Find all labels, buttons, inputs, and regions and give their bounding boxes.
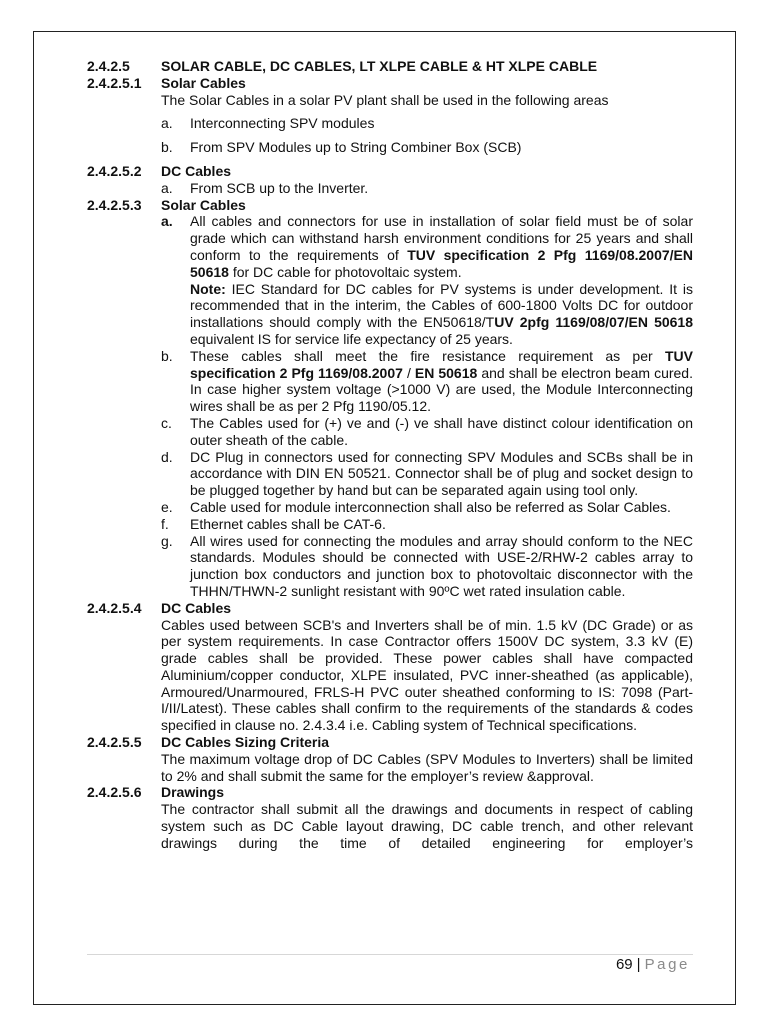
subsection-heading-solar-cables — [87, 75, 693, 92]
document-body — [87, 58, 693, 852]
text-run: All cables and connectors for use in installation of solar field must be of solar grade which can withstand harsh environment conditions for 25 years and shall conform to the requirements of — [190, 213, 693, 263]
subsection-heading-sizing-criteria — [87, 734, 693, 751]
list-text: From SPV Modules up to String Combiner Box (SCB) — [190, 139, 522, 156]
subsection-heading-dc-cables-2 — [87, 600, 693, 617]
subsection-number: 2.4.2.5.3 — [87, 196, 142, 213]
bold-text: EN 50618 — [414, 364, 478, 381]
list-label: c. — [161, 414, 172, 431]
subsection-title: DC Cables — [161, 599, 232, 616]
subsection-number: 2.4.2.5.4 — [87, 599, 142, 616]
subsection-number: 2.4.2.5.2 — [87, 162, 142, 179]
subsection-number: 2.4.2.5.5 — [87, 734, 142, 751]
list-label: b. — [161, 139, 173, 156]
paragraph: The maximum voltage drop of DC Cables (SPV Modules to Inverters) shall be limited to 2% and shall submit the same for the employer’s review &approval. — [161, 750, 693, 784]
list-label: e. — [161, 498, 173, 515]
list-item — [161, 533, 693, 600]
bold-text: UV 2pfg 1169/08/07/EN 50618 — [494, 314, 693, 331]
list-label: d. — [161, 448, 173, 465]
list-item — [161, 449, 693, 499]
list-label: f. — [161, 515, 169, 532]
footer-divider — [87, 954, 693, 955]
list-text — [190, 348, 693, 415]
subsection-title: DC Cables — [161, 162, 232, 179]
list-label: a. — [161, 179, 173, 196]
subsection-heading-dc-cables — [87, 163, 693, 180]
list-text — [190, 213, 693, 347]
subsection-title: DC Cables Sizing Criteria — [161, 734, 330, 751]
list-label: a. — [161, 115, 173, 132]
list-item — [161, 180, 693, 197]
subsection-heading-drawings — [87, 784, 693, 801]
list-label: b. — [161, 347, 173, 364]
subsection-title: Solar Cables — [161, 196, 246, 213]
list-item — [161, 139, 693, 156]
paragraph: The Solar Cables in a solar PV plant shall be used in the following areas — [161, 91, 609, 108]
paragraph: The contractor shall submit all the drawings and documents in respect of cabling system such as DC Cable layout drawing, DC cable trench, and other relevant drawings during the time of detailed engineering for employer’s — [161, 801, 693, 851]
list-item — [161, 516, 693, 533]
list-item — [161, 115, 693, 132]
list-text: From SCB up to the Inverter. — [190, 179, 369, 196]
page-number: 69 — [615, 956, 633, 973]
text-run: and shall be electron beam cured. In case higher system voltage (>1000 V) are used, the Module Interconnecting wires shall be as per 2 Pfg 1190/05.12. — [190, 364, 693, 415]
bold-text: TUV specification 2 Pfg 1169/08.2007 — [190, 347, 693, 381]
text-run: These cables shall meet the fire resistance requirement as per — [190, 347, 665, 364]
text-run: IEC Standard for DC cables for PV systems is under development. It is recommended that in the interim, the Cables of 600-1800 Volts DC for outdoor installations should comply with the EN50618/T — [190, 280, 693, 331]
section-number: 2.4.2.5 — [87, 58, 130, 74]
text-run: for DC cable for photovoltaic system. — [228, 263, 462, 280]
page-word: Page — [644, 956, 690, 973]
list-label: g. — [161, 532, 173, 549]
subsection-heading-solar-cables-spec — [87, 197, 693, 214]
list-item — [161, 213, 693, 347]
list-text: Interconnecting SPV modules — [190, 115, 375, 132]
text-run: / — [402, 364, 415, 381]
text-run: equivalent IS for service life expectancy of 25 years. — [190, 330, 513, 347]
list-text: The Cables used for (+) ve and (-) ve shall have distinct colour identification on outer sheath of the cable. — [190, 414, 693, 448]
section-title: SOLAR CABLE, DC CABLES, LT XLPE CABLE & HT XLPE CABLE — [161, 58, 598, 74]
list-text: Ethernet cables shall be CAT-6. — [190, 515, 386, 532]
subsection-number: 2.4.2.5.1 — [87, 74, 142, 91]
list-item — [161, 415, 693, 449]
subsection-title: Drawings — [161, 784, 225, 801]
list-item — [161, 348, 693, 415]
list-label: a. — [161, 213, 173, 230]
page-footer — [616, 956, 690, 973]
subsection-number: 2.4.2.5.6 — [87, 784, 142, 801]
footer-separator: | — [636, 956, 641, 973]
list-item — [161, 499, 693, 516]
bold-text: TUV specification 2 Pfg 1169/08.2007/EN 50618 — [190, 246, 693, 280]
paragraph: Cables used between SCB's and Inverters shall be of min. 1.5 kV (DC Grade) or as per system requirements. In case Contractor offers 1500V DC system, 3.3 kV (E) grade cables shall be provided. These power cables shall have compacted Aluminium/copper conductor, XLPE insulated, PVC inner-sheathed (as applicable), Armoured/Unarmoured, FRLS-H PVC outer sheathed conforming to IS: 7098 (Part-I/II/Latest). These cables shall confirm to the requirements of the standards & codes specified in clause no. 2.4.3.4 i.e. Cabling system of Technical specifications. — [161, 616, 693, 734]
note-label: Note: — [190, 280, 226, 297]
subsection-title: Solar Cables — [161, 74, 246, 91]
list-text: DC Plug in connectors used for connecting SPV Modules and SCBs shall be in accordance with DIN EN 50521. Connector shall be of plug and socket design to be plugged together by hand but can be separated again using tool only. — [190, 448, 693, 499]
list-text: All wires used for connecting the modules and array should conform to the NEC standards. Modules should be connected with USE-2/RHW-2 cables array to junction box conductors and junction box to photovoltaic disconnector with the THHN/THWN-2 sunlight resistant with 90ºC wet rated insulation cable. — [190, 532, 693, 599]
section-heading — [87, 58, 693, 75]
list-text: Cable used for module interconnection shall also be referred as Solar Cables. — [190, 498, 671, 515]
